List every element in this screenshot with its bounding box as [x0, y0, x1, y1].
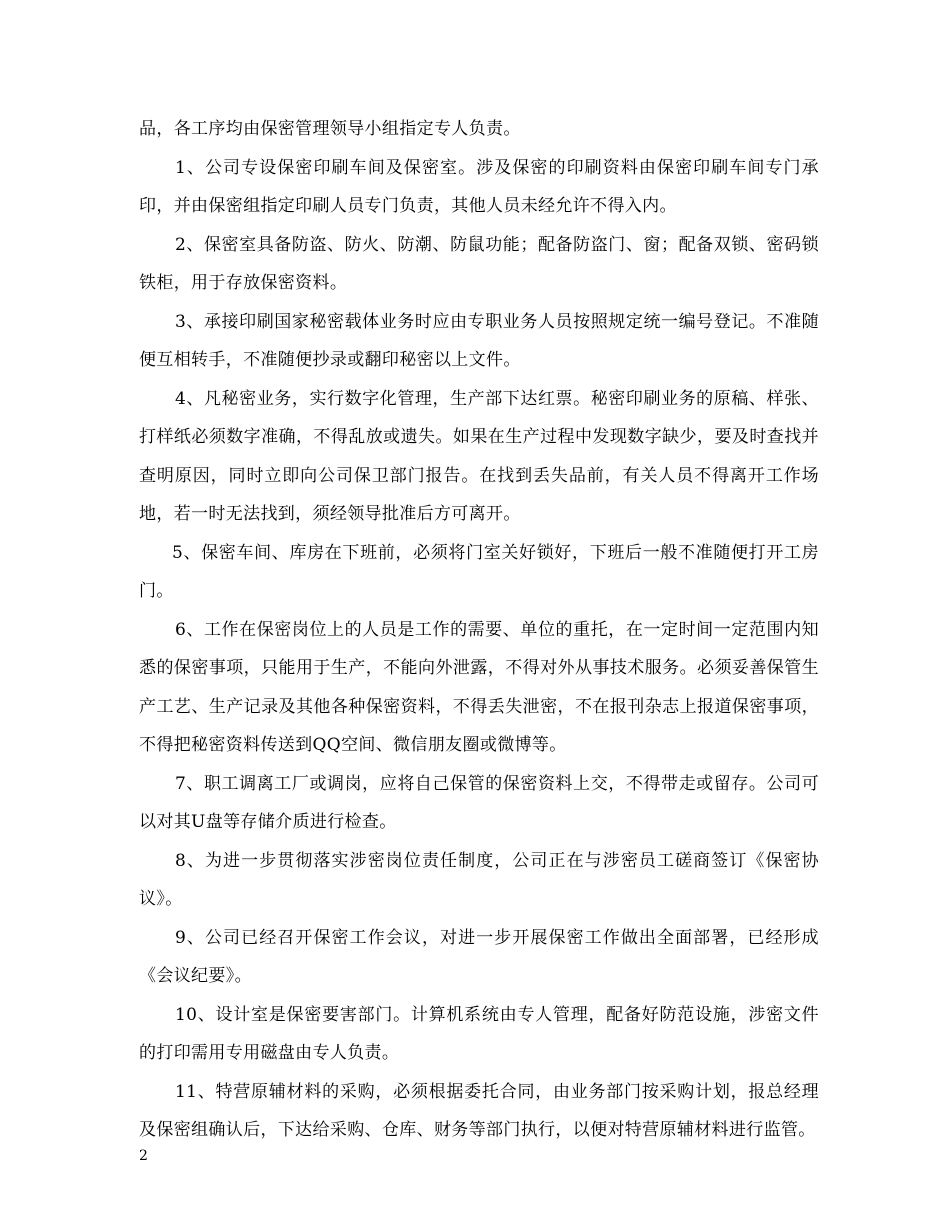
paragraph-item-8: 8、为进一步贯彻落实涉密岗位责任制度，公司正在与涉密员工磋商签订《保密协议》。 [139, 850, 819, 909]
paragraph-item-3: 3、承接印刷国家秘密载体业务时应由专职业务人员按照规定统一编号登记。不准随便互相转手，不准随便抄录或翻印秘密以上文件。 [139, 311, 819, 370]
paragraph-item-4: 4、凡秘密业务，实行数字化管理，生产部下达红票。秘密印刷业务的原稿、样张、打样纸必须数字准确，不得乱放或遗失。如果在生产过程中发现数字缺少，要及时查找并查明原因，同时立即向公司保卫部门报告。在找到丢失品前，有关人员不得离开工作场地，若一时无法找到，须经领导批准后方可离开。 [139, 388, 819, 524]
paragraph-continuation: 品，各工序均由保密管理领导小组指定专人负责。 [139, 119, 521, 139]
paragraph-item-5: 5、保密车间、库房在下班前，必须将门室关好锁好，下班后一般不准随便打开工房门。 [139, 542, 819, 601]
document-body [139, 110, 819, 1150]
paragraph-item-2: 2、保密室具备防盗、防火、防潮、防鼠功能；配备防盗门、窗；配备双锁、密码锁铁柜，用于存放保密资料。 [139, 234, 819, 293]
paragraph-item-10: 10、设计室是保密要害部门。计算机系统由专人管理，配备好防范设施，涉密文件的打印需用专用磁盘由专人负责。 [139, 1004, 819, 1063]
paragraph-item-6: 6、工作在保密岗位上的人员是工作的需要、单位的重托，在一定时间一定范围内知悉的保密事项，只能用于生产，不能向外泄露，不得对外从事技术服务。必须妥善保管生产工艺、生产记录及其他各种保密资料，不得丢失泄密，不在报刊杂志上报道保密事项，不得把秘密资料传送到QQ空间、微信朋友圈或微博等。 [139, 619, 819, 755]
paragraph-item-11: 11、特营原辅材料的采购，必须根据委托合同，由业务部门按采购计划，报总经理及保密组确认后，下达给采购、仓库、财务等部门执行，以便对特营原辅材料进行监管。 [139, 1081, 819, 1140]
paragraph-item-1: 1、公司专设保密印刷车间及保密室。涉及保密的印刷资料由保密印刷车间专门承印，并由保密组指定印刷人员专门负责，其他人员未经允许不得入内。 [139, 157, 819, 216]
paragraph-item-7: 7、职工调离工厂或调岗，应将自己保管的保密资料上交，不得带走或留存。公司可以对其U盘等存储介质进行检查。 [139, 773, 819, 832]
page-number: 2 [139, 1148, 148, 1164]
paragraph-item-9: 9、公司已经召开保密工作会议，对进一步开展保密工作做出全面部署，已经形成《会议纪要》。 [139, 927, 819, 986]
